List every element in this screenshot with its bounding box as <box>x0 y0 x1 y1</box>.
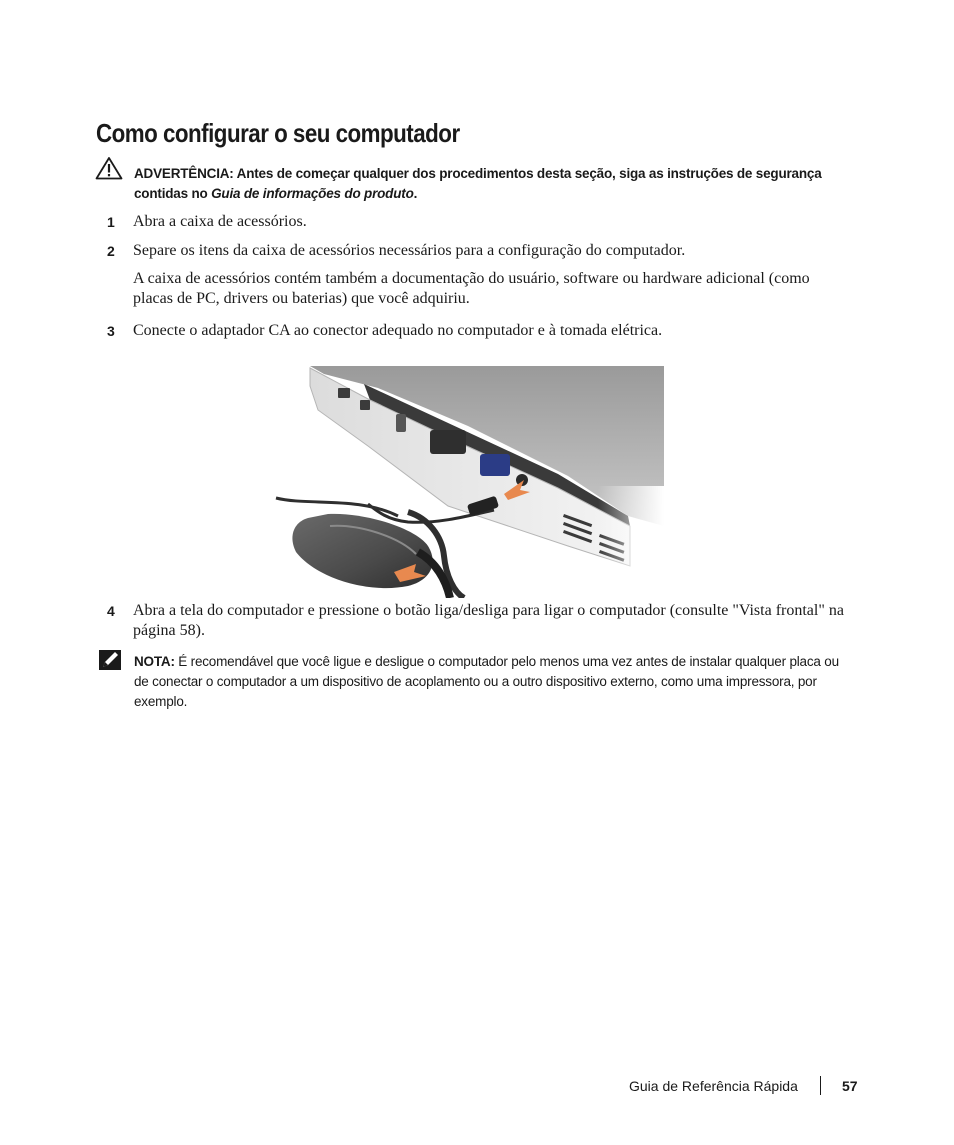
warning-notice <box>134 164 854 204</box>
usb-port <box>396 414 406 432</box>
step-number: 4 <box>107 603 115 619</box>
note-label: NOTA: <box>134 654 175 669</box>
page-title: Como configurar o seu computador <box>96 118 460 148</box>
warning-label: ADVERTÊNCIA: <box>134 166 234 181</box>
step-text: Abra a tela do computador e pressione o botão liga/desliga para ligar o computador (consulte "Vista frontal" na página 58). <box>133 602 844 639</box>
footer-separator <box>820 1076 821 1095</box>
laptop-adapter-illustration <box>268 366 664 598</box>
step-text: Separe os itens da caixa de acessórios necessários para a configuração do computador. <box>133 242 686 259</box>
modem-port <box>360 400 370 410</box>
footer-guide-title: Guia de Referência Rápida <box>629 1078 798 1094</box>
note-notice <box>134 652 854 712</box>
warning-emphasis: Guia de informações do produto <box>211 186 414 201</box>
warning-text: Antes de começar qualquer dos procedimentos desta seção, siga as instruções de segurança contidas no <box>134 166 822 201</box>
step-subtext: A caixa de acessórios contém também a documentação do usuário, software ou hardware adicional (como placas de PC, drivers ou baterias) que você adquiriu. <box>133 270 810 307</box>
step-number: 1 <box>107 214 115 230</box>
note-text: É recomendável que você ligue e desligue o computador pelo menos uma vez antes de instalar qualquer placa ou de conectar o computador a um dispositivo de acoplamento ou a outro dispositivo externo, como uma impressora, por exemplo. <box>134 654 839 709</box>
step-text: Conecte o adaptador CA ao conector adequado no computador e à tomada elétrica. <box>133 322 663 339</box>
serial-port <box>430 430 466 454</box>
step-text: Abra a caixa de acessórios. <box>133 213 307 230</box>
network-port <box>338 388 350 398</box>
ac-adapter <box>276 498 464 598</box>
step-number: 3 <box>107 323 115 339</box>
video-port <box>480 454 510 476</box>
page-number: 57 <box>842 1078 858 1094</box>
pencil-note-icon <box>99 650 121 670</box>
warning-triangle-icon <box>95 156 123 180</box>
warning-text-end: . <box>413 186 418 201</box>
step-number: 2 <box>107 243 115 259</box>
